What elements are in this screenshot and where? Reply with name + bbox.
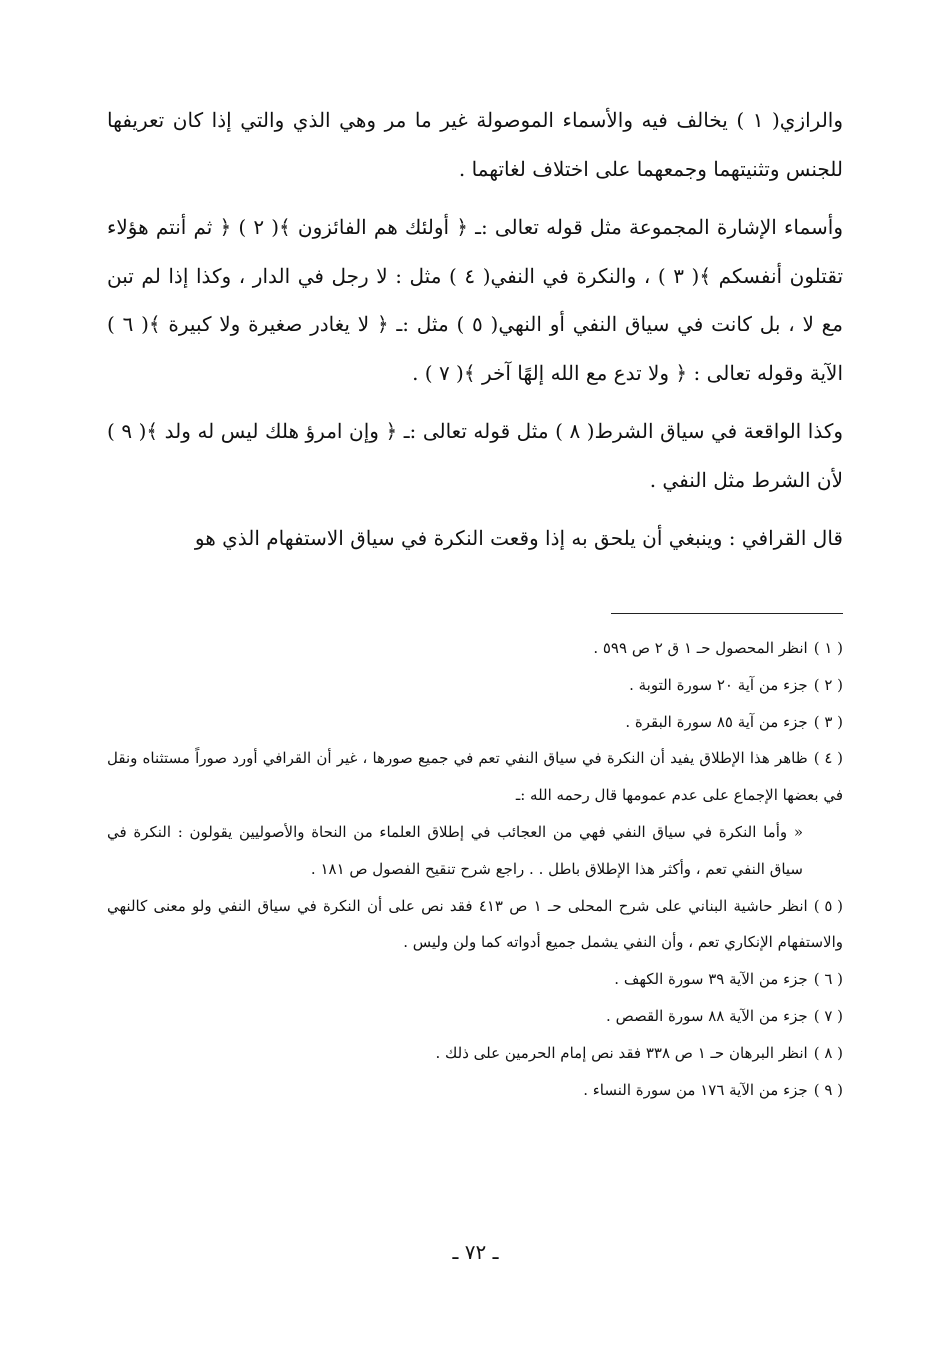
main-text xyxy=(107,96,843,563)
footnote-separator xyxy=(611,613,843,614)
footnote-text: جزء من الآية ٨٨ سورة القصص . xyxy=(606,1006,808,1025)
footnote-5 xyxy=(107,888,843,962)
footnote-4 xyxy=(107,740,843,814)
footnote-number: ( ٩ ) xyxy=(813,1080,843,1099)
footnote-text: جزء من الآية ٣٩ سورة الكهف . xyxy=(614,970,808,989)
footnote-7 xyxy=(107,998,843,1035)
footnote-text: جزء من آية ٨٥ سورة البقرة . xyxy=(625,712,808,731)
footnote-3 xyxy=(107,704,843,741)
footnote-text: ظاهر هذا الإطلاق يفيد أن النكرة في سياق النفي تعم في جميع صورها ، غير أن القرافي أورد صوراً مستثناه ونقل في بعضها الإجماع على عدم عمومها قال رحمه الله :ـ xyxy=(107,749,843,805)
paragraph: وكذا الواقعة في سياق الشرط( ٨ ) مثل قوله تعالى :ـ ﴿ وإن امرؤ هلك ليس له ولد ﴾( ٩ ) لأن الشرط مثل النفي . xyxy=(107,419,844,492)
footnote-number: ( ٢ ) xyxy=(813,675,843,694)
footnote-number: ( ٥ ) xyxy=(813,896,844,915)
paragraph: والرازي( ١ ) يخالف فيه والأسماء الموصولة غير ما مر وهي الذي والتي إذا كان تعريفها للجنس وتثنيتهما وجمعهما على اختلاف لغاتهما . xyxy=(107,108,844,181)
footnote-number: ( ٣ ) xyxy=(813,712,843,731)
footnote-text: جزء من الآية ١٧٦ من سورة النساء . xyxy=(583,1080,808,1099)
footnote-1 xyxy=(107,630,843,667)
footnote-9 xyxy=(107,1072,843,1109)
footnote-6 xyxy=(107,961,843,998)
footnotes-list xyxy=(107,630,843,1108)
paragraph: وأسماء الإشارة المجموعة مثل قوله تعالى :ـ ﴿ أولئك هم الفائزون ﴾( ٢ ) ﴿ ثم أنتم هؤلاء تقتلون أنفسكم ﴾( ٣ ) ، والنكرة في النفي( ٤ ) مثل : لا رجل في الدار ، وكذا إذا لم تبن مع لا ، بل كانت في سياق النفي أو النهي( ٥ ) مثل :ـ ﴿ لا يغادر صغيرة ولا كبيرة ﴾( ٦ ) الآية وقوله تعالى : ﴿ ولا تدع مع الله إلهًا آخر ﴾( ٧ ) . xyxy=(107,215,844,385)
footnote-number: ( ٨ ) xyxy=(813,1043,843,1062)
footnote-number: ( ٤ ) xyxy=(813,749,843,768)
paragraph: قال القرافي : وينبغي أن يلحق به إذا وقعت النكرة في سياق الاستفهام الذي هو xyxy=(194,526,843,550)
footnote-2 xyxy=(107,667,843,704)
footnote-number: ( ١ ) xyxy=(813,639,843,657)
footnote-text: انظر البرهان حـ ١ ص ٣٣٨ فقد نص إمام الحرمين على ذلك . xyxy=(435,1043,808,1062)
footnote-number: ( ٧ ) xyxy=(813,1006,843,1025)
footnote-text: انظر حاشية البناني على شرح المحلى حـ ١ ص ٤١٣ فقد نص على أن النكرة في سياق النفي ولو معنى كالنهي والاستفهام الإنكاري تعم ، وأن النفي يشمل جميع أدواته كما ولن وليس . xyxy=(107,896,843,952)
footnote-4-quote: « وأما النكرة في سياق النفي فهي من العجائب في إطلاق العلماء من النحاة والأصوليين يقولون : النكرة في سياق النفي تعم ، وأكثر هذا الإطلاق باطل . . راجع شرح تنقيح الفصول ص ١٨١ . xyxy=(107,822,803,878)
footnote-number: ( ٦ ) xyxy=(813,970,843,989)
footnote-8 xyxy=(107,1035,843,1072)
footnote-text: انظر المحصول حـ ١ ق ٢ ص ٥٩٩ . xyxy=(593,639,808,657)
footnote-text: جزء من آية ٢٠ سورة التوبة . xyxy=(629,675,808,694)
page-number: ـ ٧٢ ـ xyxy=(452,1240,499,1264)
